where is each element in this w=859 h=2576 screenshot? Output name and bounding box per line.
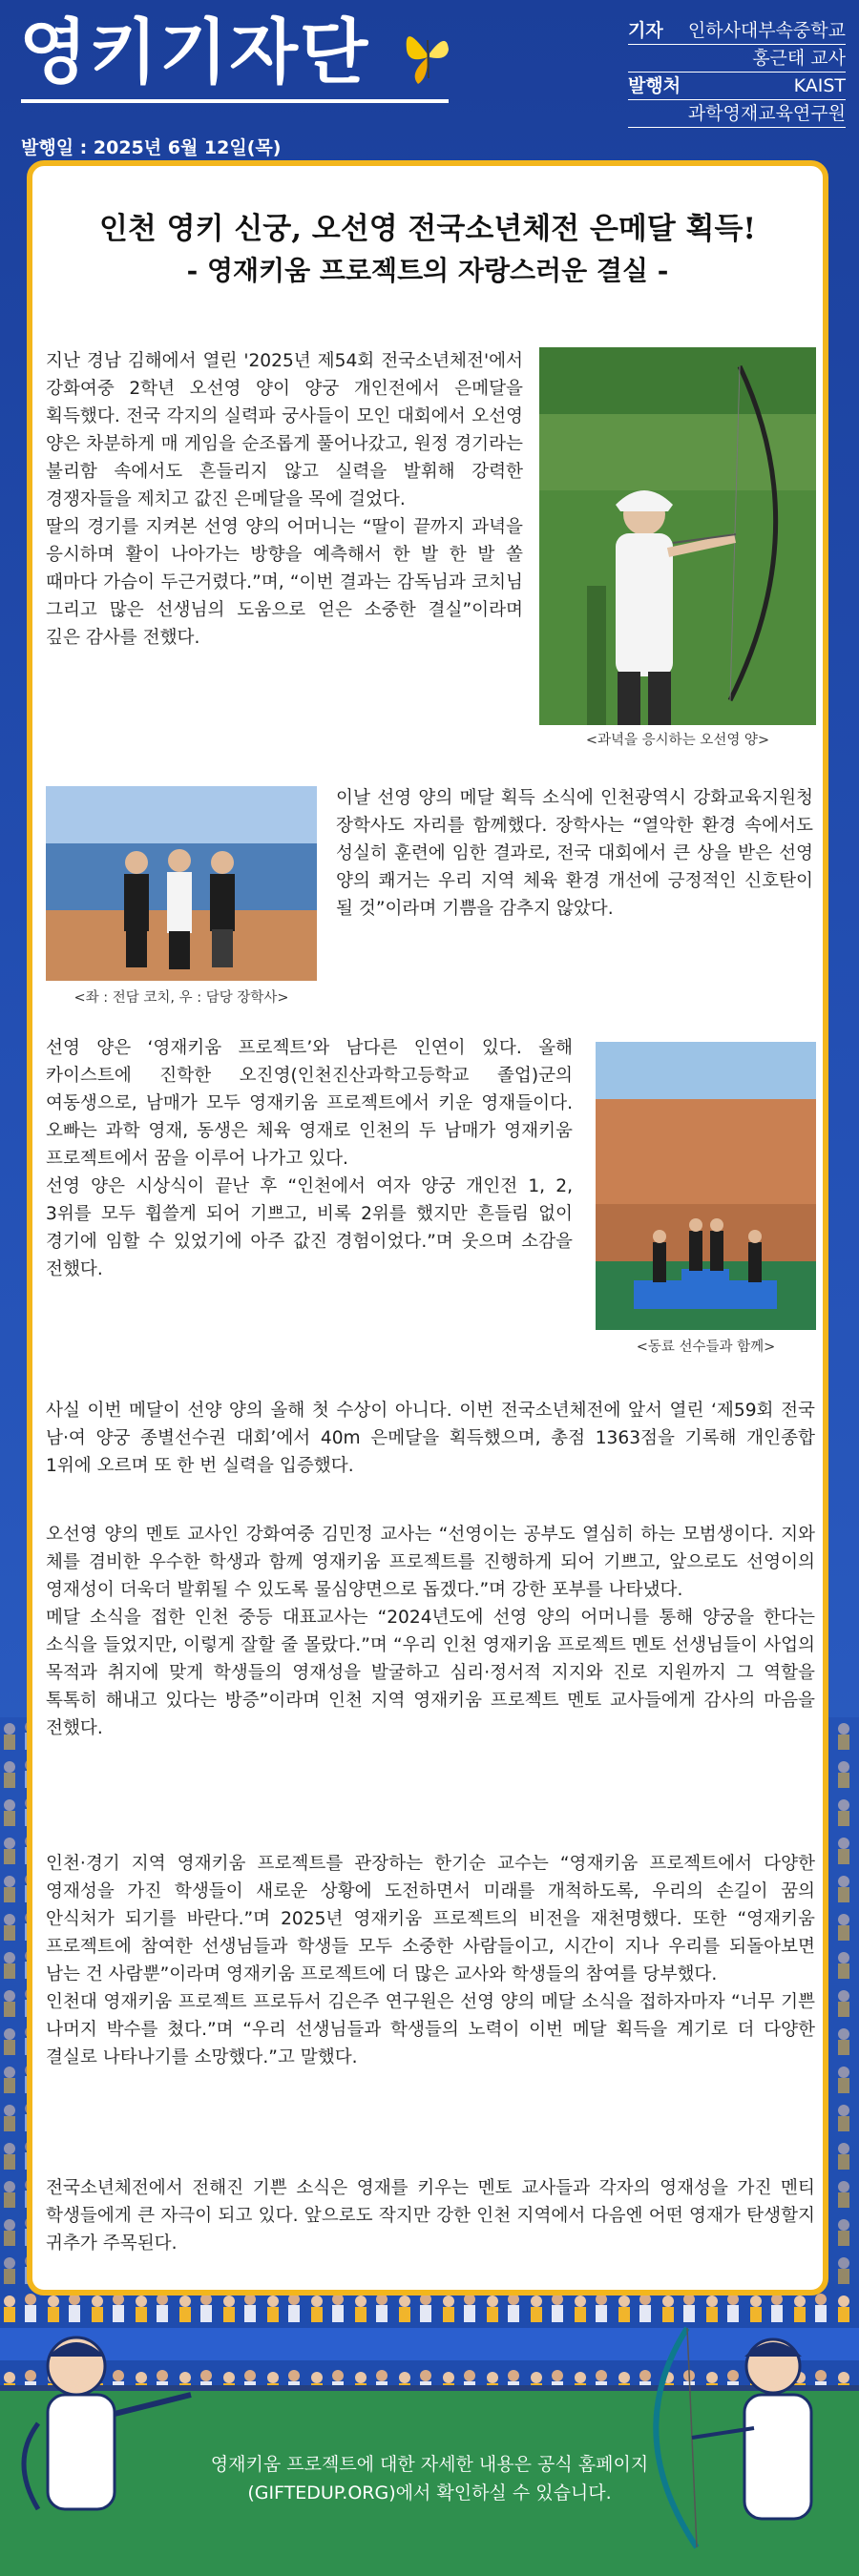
photo-caption: <과녁을 응시하는 오선영 양> — [585, 733, 770, 748]
brand-title: 영키기자단 — [19, 11, 370, 93]
article-paragraph: 전국소년체전에서 전해진 기쁜 소식은 영재를 키우는 멘토 교사들과 각자의 영재성을 가진 멘티 학생들에게 큰 자극이 되고 있다. 앞으로도 작지만 강한 인천 지역에서 다음엔 어떤 영재가 탄생할지 귀추가 주목된다. — [46, 2178, 815, 2254]
article-title: 인천 영키 신궁, 오선영 전국소년체전 은메달 획득! — [98, 212, 757, 246]
footer-link-text[interactable]: (GIFTEDUP.ORG)에서 확인하실 수 있습니다. — [247, 2483, 612, 2503]
credit-row — [628, 17, 846, 45]
article-card — [27, 160, 828, 2296]
credit-row — [628, 100, 846, 128]
article-paragraph: 선영 양은 ‘영재키움 프로젝트’와 남다른 인연이 있다. 올해 카이스트에 진학한 오진영(인천진산과학고등학교 졸업)군의 여동생으로, 남매가 모두 영재키움 프로젝트에서 키운 영재들이다. 오빠는 과학 영재, 동생은 체육 영재로 인천의 두 남매가 영재키움 프로젝트에서 꿈을 이루어 나가고 있다. 선영 양은 시상식이 끝난 후 “인천에서 여자 양궁 개인전 1, 2, 3위를 모두 휩쓸게 되어 기쁘고, 비록 2위를 했지만 흔들림 없이 경기에 임할 수 있었기에 아주 값진 경험이었다.”며 웃으며 소감을 전했다. — [46, 1038, 573, 1279]
article-paragraph: 이날 선영 양의 메달 획득 소식에 인천광역시 강화교육지원청 장학사도 자리를 함께했다. 장학사는 “열악한 환경 속에서도 성실히 훈련에 임한 결과로, 전국 대회에서 큰 상을 받은 선영 양의 쾌거는 우리 지역 체육 환경 개선에 긍정적인 신호탄이 될 것”이라며 기쁨을 감추지 않았다. — [336, 788, 813, 919]
credit-row — [628, 45, 846, 73]
photo-caption: <동료 선수들과 함께> — [636, 1340, 776, 1355]
footer-line: 영재키움 프로젝트에 대한 자세한 내용은 공식 홈페이지 — [210, 2454, 649, 2475]
credit-value: KAIST — [793, 75, 846, 96]
archer-right-illustration — [611, 2309, 859, 2557]
article-subtitle: - 영재키움 프로젝트의 자랑스러운 결실 - — [186, 255, 669, 286]
article-paragraph: 사실 이번 메달이 선양 양의 올해 첫 수상이 아니다. 이번 전국소년체전에 앞서 열린 ‘제59회 전국 남·여 양궁 종별선수권 대회’에서 40m 은메달을 획득했으며, 총점 1363점을 기록해 개인종합 1위에 오르며 또 한 번 실력을 입증했다. — [46, 1401, 815, 1476]
archer-aiming-photo — [539, 347, 816, 725]
credit-key: 발행처 — [628, 75, 681, 96]
photo-caption: <좌 : 전담 코치, 우 : 담당 장학사> — [73, 990, 289, 1006]
archer-left-illustration — [0, 2328, 210, 2557]
article-paragraph: 오선영 양의 멘토 교사인 강화여중 김민정 교사는 “선영이는 공부도 열심히 하는 모범생이다. 지와 체를 겸비한 우수한 학생과 함께 영재키움 프로젝트를 진행하게 되어 기쁘고, 앞으로도 선영이의 영재성이 더욱더 발휘될 수 있도록 물심양면으로 돕겠다.”며 강한 포부를 나타냈다. 메달 소식을 접한 인천 중등 대표교사는 “2024년도에 선영 양의 어머니를 통해 양궁을 한다는 소식을 들었지만, 이렇게 잘할 줄 몰랐다.”며 “우리 인천 영재키움 프로젝트 멘토 선생님들이 사업의 목적과 취지에 맞게 학생들의 영재성을 발굴하고 심리·정서적 지지와 진로 지원까지 그 역할을 톡톡히 해내고 있다는 방증”이라며 인천 지역 영재키움 프로젝트 멘토 교사들에게 감사의 마음을 전했다. — [46, 1525, 815, 1738]
footer-notice — [0, 2450, 859, 2507]
podium-photo — [596, 1042, 816, 1330]
coach-supervisor-photo — [46, 786, 317, 981]
credits-block — [628, 17, 846, 128]
issue-date: 발행일 : 2025년 6월 12일(목) — [21, 137, 282, 158]
credit-key: 기자 — [628, 20, 663, 41]
credit-value: 과학영재교육연구원 — [687, 103, 846, 124]
credit-value: 인하사대부속중학교 — [687, 20, 846, 41]
article-paragraph: 지난 경남 김해에서 열린 '2025년 제54회 전국소년체전'에서 강화여중 2학년 오선영 양이 양궁 개인전에서 은메달을 획득했다. 전국 각지의 실력파 궁사들이 모인 대회에서 오선영 양은 차분하게 매 게임을 순조롭게 풀어나갔고, 원정 경기라는 불리함 속에서도 흔들리지 않고 실력을 발휘해 강력한 경쟁자들을 제치고 값진 은메달을 목에 걸었다. 딸의 경기를 지켜본 선영 양의 어머니는 “딸이 끝까지 과녁을 응시하며 활이 나아가는 방향을 예측해서 한 발 한 발 쏠 때마다 가슴이 두근거렸다.”며, “이번 결과는 감독님과 코치님 그리고 많은 선생님의 도움으로 얻은 소중한 결실”이라며 깊은 감사를 전했다. — [46, 351, 523, 648]
masthead — [0, 0, 859, 158]
credit-value: 홍근태 교사 — [752, 48, 846, 69]
butterfly-logo-icon — [399, 21, 456, 88]
brand-underline — [21, 99, 449, 103]
article-paragraph: 인천·경기 지역 영재키움 프로젝트를 관장하는 한기순 교수는 “영재키움 프로젝트에서 다양한 영재성을 가진 학생들이 새로운 상황에 도전하면서 미래를 개척하도록, 우리의 손길이 꿈의 안식처가 되기를 바란다.”며 2025년 영재키움 프로젝트의 비전을 재천명했다. 또한 “영재키움 프로젝트에 참여한 선생님들과 학생들 모두 소중한 사람들이고, 시간이 지나 우리를 되돌아보면 남는 건 사람뿐”이라며 영재키움 프로젝트에 더 많은 교사와 학생들의 참여를 당부했다. 인천대 영재키움 프로젝트 프로듀서 김은주 연구원은 선영 양의 메달 소식을 접하자마자 “너무 기쁜 나머지 박수를 쳤다.”며 “우리 선생님들과 학생들의 노력이 이번 메달 획득을 계기로 더 다양한 결실로 나타나기를 소망했다.”고 말했다. — [46, 1854, 815, 2067]
credit-row — [628, 73, 846, 100]
